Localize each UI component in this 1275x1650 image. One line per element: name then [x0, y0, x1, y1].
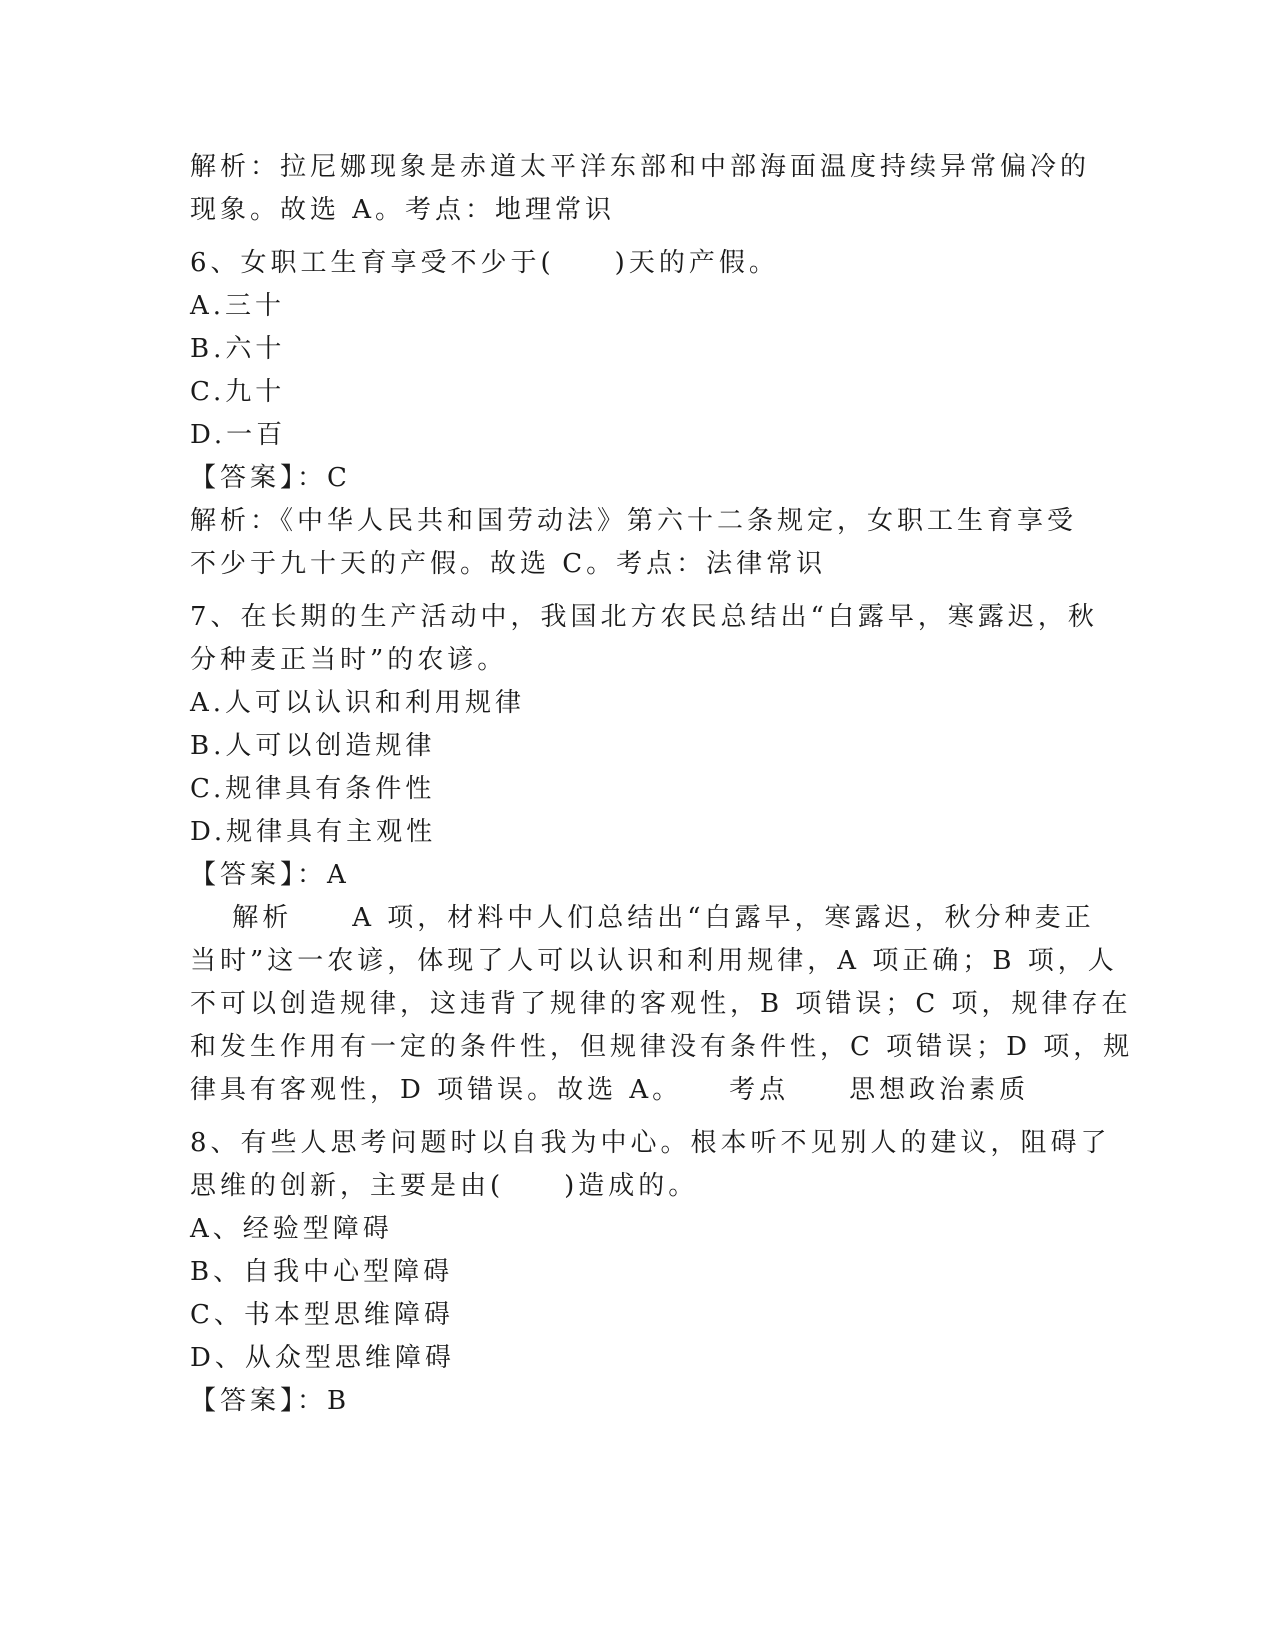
- question-stem: 思维的创新，主要是由( )造成的。: [190, 1171, 699, 1201]
- explanation-line: 现象。故选 A。考点：地理常识: [190, 195, 616, 225]
- option-d: D.规律具有主观性: [190, 817, 437, 847]
- question-7: [190, 596, 1134, 1112]
- explanation-line: 不可以创造规律，这违背了规律的客观性，B 项错误；C 项，规律存在: [190, 989, 1132, 1019]
- option-a: A.人可以认识和利用规律: [190, 688, 526, 718]
- option-b: B、自我中心型障碍: [190, 1257, 454, 1287]
- answer: 【答案】：C: [190, 463, 351, 493]
- option-c: C、书本型思维障碍: [190, 1300, 454, 1330]
- explanation-line: 不少于九十天的产假。故选 C。考点：法律常识: [190, 549, 827, 579]
- answer: 【答案】：B: [190, 1386, 351, 1416]
- explanation-line: 解析：《中华人民共和国劳动法》第六十二条规定，女职工生育享受: [190, 506, 1078, 536]
- explanation-line: 和发生作用有一定的条件性，但规律没有条件性，C 项错误；D 项，规: [190, 1032, 1134, 1062]
- document-page: [190, 146, 1134, 1423]
- question-8: [190, 1122, 1111, 1423]
- question-6: [190, 242, 1090, 586]
- option-d: D、从众型思维障碍: [190, 1343, 455, 1373]
- question-stem: 7、在长期的生产活动中，我国北方农民总结出“白露早，寒露迟，秋: [190, 602, 1098, 632]
- option-a: A、经验型障碍: [190, 1214, 393, 1244]
- option-b: B.六十: [190, 334, 286, 364]
- option-c: C.九十: [190, 377, 286, 407]
- question-stem: 8、有些人思考问题时以自我为中心。根本听不见别人的建议，阻碍了: [190, 1128, 1111, 1158]
- explanation-line: 律具有客观性，D 项错误。故选 A。 考点 思想政治素质: [190, 1075, 1030, 1105]
- question-stem: 分种麦正当时”的农谚。: [190, 645, 508, 675]
- explanation-line: 解析：拉尼娜现象是赤道太平洋东部和中部海面温度持续异常偏冷的: [190, 152, 1091, 182]
- question-stem: 6、女职工生育享受不少于( )天的产假。: [190, 248, 779, 278]
- prev-explanation: [190, 146, 1090, 232]
- option-b: B.人可以创造规律: [190, 731, 436, 761]
- explanation-line: 解析 A 项，材料中人们总结出“白露早，寒露迟，秋分种麦正: [190, 903, 1095, 933]
- answer: 【答案】：A: [190, 860, 350, 890]
- explanation-line: 当时”这一农谚，体现了人可以认识和利用规律，A 项正确；B 项，人: [190, 946, 1118, 976]
- option-c: C.规律具有条件性: [190, 774, 436, 804]
- option-a: A.三十: [190, 291, 286, 321]
- option-d: D.一百: [190, 420, 287, 450]
